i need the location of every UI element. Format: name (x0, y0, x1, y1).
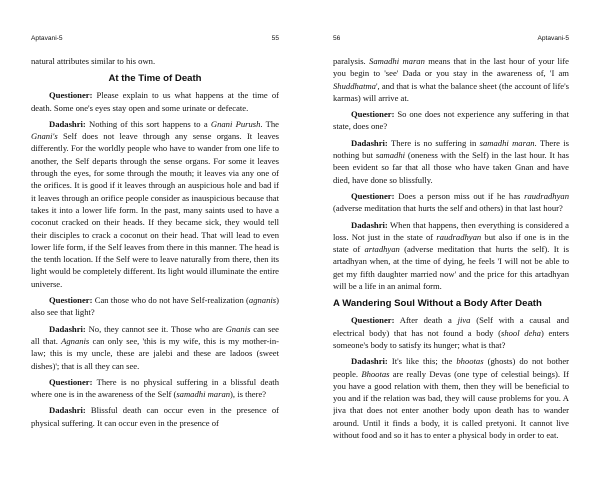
paragraph: Dadashri: There is no suffering in samadhi maran. There is nothing but samadhi (oneness with the Self) in the last hour. It has been evident so far that all those who have taken Gnan and have died, have done so blissfully. (333, 137, 569, 185)
paragraph: natural attributes similar to his own. (31, 56, 156, 66)
speaker-label: Dadashri: (351, 219, 388, 230)
left-page-number: 55 (271, 35, 279, 42)
section-heading: At the Time of Death (108, 73, 202, 85)
right-running-title: Aptavani-5 (537, 35, 569, 42)
paragraph: Dadashri: No, they cannot see it. Those who are Gnanis can see all that. Agnanis can only see, 'this is my wife, this is my mother-in-law; this is my uncle, these are jalebi and these are ladoos (sweet dishes)'; that is all they can see. (31, 323, 279, 371)
paragraph: Questioner: After death a jiva (Self with a causal and electrical body) that has not found a body (shool deha) enters someone's body to satisfy its hunger; what is that? (333, 315, 569, 350)
speaker-label: Questioner: (351, 190, 395, 201)
speaker-label: Dadashri: (49, 323, 86, 334)
right-page-number: 56 (333, 35, 341, 42)
right-body-text (333, 55, 569, 441)
paragraph: Dadashri: Nothing of this sort happens to a Gnani Purush. The Gnani's Self does not leave through any sense organs. It leaves differently. For the worldly people who have to wander from one life to another, the Self departs through the sense organs. For some it leaves through the eyes, for some through the mouth; it leaves via any one of the orifices. It is good if it leaves through an auspicious hole and bad if it leaves through an orifice people consider as inauspicious because that takes it into a lower life form. In the past, many saints used to have a coconut cracked on their heads. If they became sick, they would tell their disciples to crack a coconut on their head. That will lead to even lower life form, if the Self leaves from there in this manner. The head is the tenth location. If the Self were to leave naturally from there, then its light would be completely different. Its light would illuminate the entire universe. (31, 118, 279, 289)
paragraph: Questioner: So one does not experience any suffering in that state, does one? (333, 109, 569, 132)
paragraph: Dadashri: Blissful death can occur even in the presence of physical suffering. It can occur even in the presence of (31, 405, 279, 428)
speaker-label: Dadashri: (49, 118, 86, 129)
left-running-head (31, 34, 279, 44)
speaker-label: Dadashri: (351, 356, 388, 367)
section-heading: A Wandering Soul Without a Body After Death (333, 298, 542, 310)
left-page (31, 0, 279, 484)
speaker-label: Dadashri: (49, 405, 86, 416)
speaker-label: Dadashri: (351, 137, 388, 148)
speaker-label: Questioner: (49, 90, 93, 101)
paragraph: Questioner: There is no physical suffering in a blissful death where one is in the awareness of the Self (samadhi maran), is there? (31, 376, 279, 400)
speaker-label: Questioner: (351, 109, 395, 120)
speaker-label: Questioner: (49, 295, 93, 306)
paragraph: paralysis. Samadhi maran means that in the last hour of your life you begin to 'see' Dada or you stay in the awareness of, 'I am Shuddhatma', and that is what the balance sheet (the account of life's karmas) will arrive at. (333, 56, 569, 103)
left-body-text (31, 55, 279, 429)
paragraph: Dadashri: It's like this; the bhootas (ghosts) do not bother people. Bhootas are really Devas (one type of celestial beings). If you have a good relation with them, then they will be beneficial to you and if the relation was bad, they will cause problems for you. A jiva that does not enter another body upon death has to wander around. Until it finds a body, it is called pretyoni. It cannot live without food and so it has to enter a physical body in order to eat. (333, 356, 569, 441)
paragraph: Dadashri: When that happens, then everything is considered a loss. Not just in the state of raudradhyan but also if one is in the state of artadhyan (adverse meditation that hurts the self). It is artadhyan when, at the time of dying, he feels 'I will not be able to get my fifth daughter married now' and the price for this artadhyan will be a life in an animal form. (333, 219, 569, 292)
right-running-head (333, 34, 569, 44)
paragraph: Questioner: Can those who do not have Self-realization (agnanis) also see that light? (31, 295, 279, 318)
left-running-title: Aptavani-5 (31, 35, 63, 42)
paragraph: Questioner: Please explain to us what happens at the time of death. Some one's eyes stay open and some urinate or defecate. (31, 90, 279, 113)
paragraph: Questioner: Does a person miss out if he has raudradhyan (adverse meditation that hurts the self and others) in that last hour? (333, 190, 569, 214)
right-page (333, 0, 569, 484)
speaker-label: Questioner: (49, 376, 93, 387)
speaker-label: Questioner: (351, 315, 395, 326)
